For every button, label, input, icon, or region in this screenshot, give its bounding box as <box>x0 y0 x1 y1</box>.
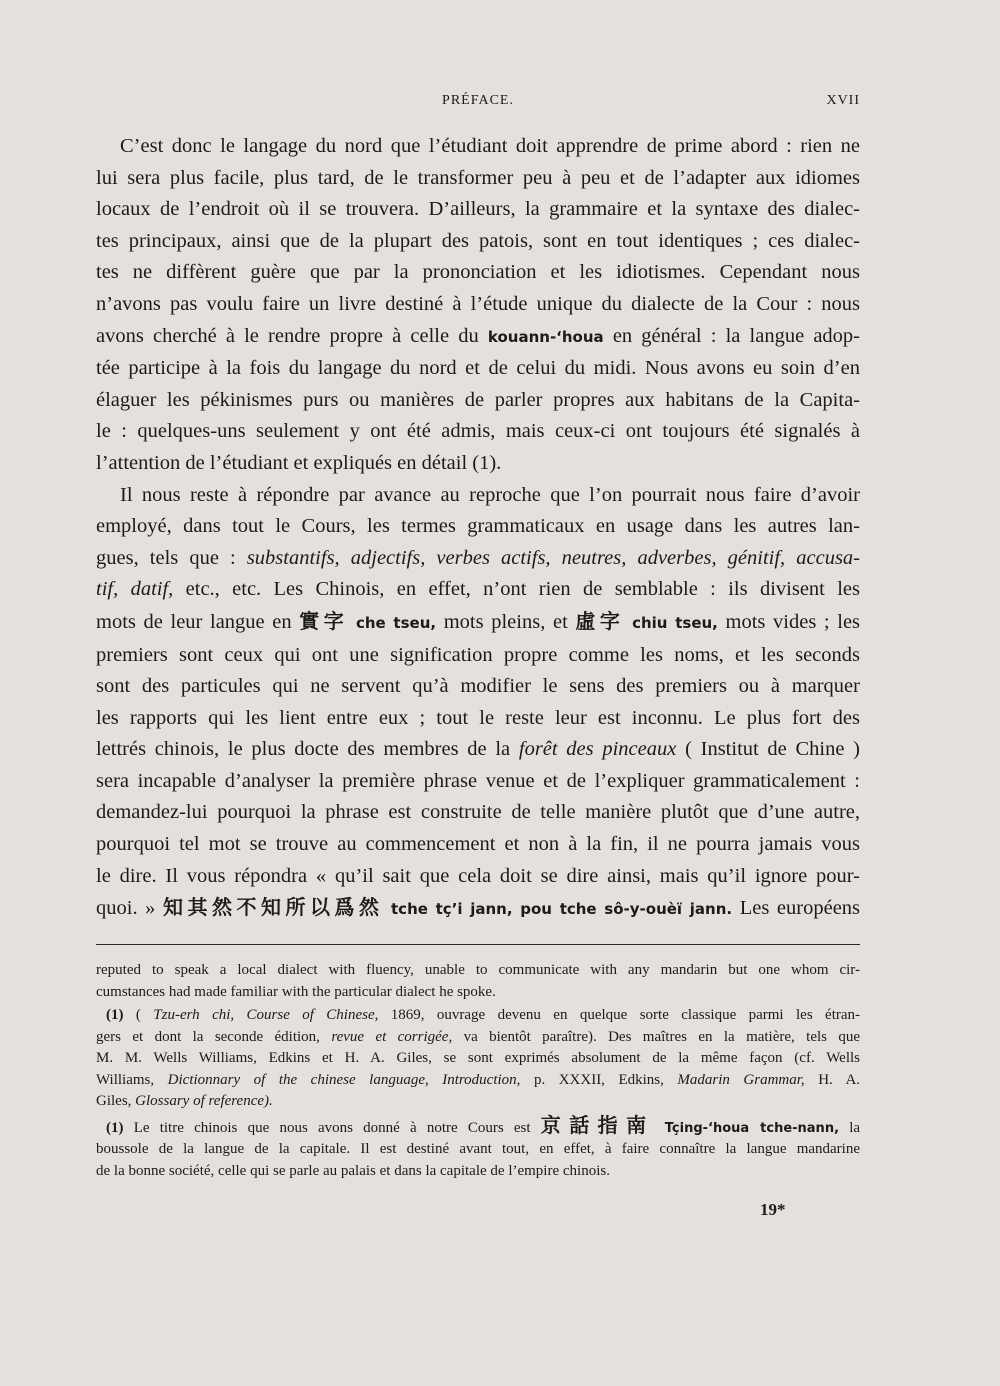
footnote-line: cumstances had made familiar with the particular dialect he spoke. <box>96 983 496 1000</box>
text-line: le dire. Il vous répondra « qu’il sait que cela doit se dire ainsi, mais qu’il ignore pour- <box>96 864 860 887</box>
footnote-line <box>96 1112 861 1140</box>
text-line: tes principaux, ainsi que de la plupart des patois, sont en tout identiques ; ces dialec- <box>96 229 860 252</box>
footnote-line: M. M. Wells Williams, Edkins et H. A. Giles, se sont exprimés absolument de la même façon (cf. Wells <box>96 1050 860 1066</box>
text-fragment: Les européens <box>739 897 861 920</box>
text-fragment: mots pleins, et <box>443 610 568 633</box>
text-line: pourquoi tel mot se trouve au commencement et non à la fin, il ne pourra jamais vous <box>96 833 860 856</box>
page-number: XVII <box>826 93 860 108</box>
running-title: PRÉFACE. <box>442 93 514 108</box>
text-line: tes ne diffèrent guère que par la prononciation et les idiotismes. Cependant nous <box>96 261 860 284</box>
footnote-line: boussole de la langue de la capitale. Il est destiné avant tout, en effet, à faire connaître la langue mandarine <box>96 1141 860 1157</box>
chinese-characters: 實字 <box>299 608 349 633</box>
text-line: demandez-lui pourquoi la phrase est construite de telle manière plutôt que d’une autre, <box>96 801 860 824</box>
romanization: tche tç’i jann, pou tche sô-y-ouèï jann. <box>391 900 733 919</box>
text-fragment: etc., etc. Les Chinois, en effet, n’ont rien de semblable : ils divisent les <box>185 578 860 601</box>
footnote-line: de la bonne société, celle qui se parle au palais et dans la capitale de l’empire chinois. <box>96 1162 610 1179</box>
text-line <box>96 606 860 640</box>
text-line <box>96 321 860 354</box>
text-line <box>96 574 860 606</box>
text-line: tée participe à la fois du langage du nord et de celui du midi. Nous avons eu soin d’en <box>96 357 860 380</box>
text-line: sont des particules qui ne servent qu’à modifier le sens des premiers ou à marquer <box>96 675 860 698</box>
text-line <box>96 892 860 926</box>
text-line <box>96 543 860 575</box>
paragraph-2 <box>96 480 860 926</box>
text-line: locaux de l’endroit où il se trouvera. D’ailleurs, la grammaire et la syntaxe des dialec- <box>96 198 860 221</box>
text-fragment: Williams, <box>96 1071 155 1088</box>
text-line: n’avons pas voulu faire un livre destiné à l’étude unique du dialecte de la Cour : nous <box>96 292 860 315</box>
romanization: kouann-‘houa <box>487 327 604 346</box>
text-line: lui sera plus facile, plus tard, de le transformer peu à peu et de l’adapter aux idiomes <box>96 166 860 189</box>
italic-term: substantifs, adjectifs, verbes actifs, neutres, adverbes, génitif, accusa- <box>246 546 861 569</box>
text-fragment: 1869, ouvrage devenu en quelque sorte classique parmi les étran- <box>390 1007 861 1023</box>
text-fragment: H. A. <box>818 1071 861 1088</box>
text-line: employé, dans tout le Cours, les termes grammaticaux en usage dans les autres lan- <box>96 515 860 538</box>
chinese-characters: 京話指南 <box>540 1112 655 1137</box>
italic-term: forêt des pinceaux <box>518 738 677 761</box>
footnote-line <box>96 1091 860 1113</box>
text-fragment: mots vides ; les <box>725 610 861 633</box>
text-line: le : quelques-uns seulement y ont été admis, mais ceux-ci ont toujours été signalés à <box>96 420 860 443</box>
italic-term: tif, datif, <box>96 578 174 601</box>
text-fragment: gues, tels que : <box>96 546 236 569</box>
italic-term: revue et corrigée, <box>331 1028 453 1045</box>
romanization: che tseu, <box>355 613 437 632</box>
footnote-line <box>96 1005 860 1027</box>
romanization: Tçing-‘houa tche-nann, <box>664 1120 840 1136</box>
footnote-continuation <box>96 960 860 1003</box>
paragraph-1 <box>96 131 860 480</box>
italic-term: Glossary of reference). <box>135 1093 273 1109</box>
footnotes <box>96 960 860 1184</box>
italic-term: Tzu-erh chi, Course of Chinese, <box>153 1007 379 1023</box>
footnote-number: (1) <box>106 1119 124 1136</box>
text-fragment: Giles, <box>96 1093 132 1109</box>
romanization: chiu tseu, <box>632 613 718 632</box>
text-line: premiers sont ceux qui ont une signification propre comme les noms, et les seconds <box>96 643 860 666</box>
text-line: C’est donc le langage du nord que l’étudiant doit apprendre de prime abord : rien ne <box>120 135 860 157</box>
main-text <box>96 131 860 926</box>
text-fragment: Le titre chinois que nous avons donné à notre Cours est <box>133 1119 531 1136</box>
footnote-rule <box>96 944 860 945</box>
text-line: Il nous reste à répondre par avance au reproche que l’on pourrait nous faire d’avoir <box>120 483 860 506</box>
footnote-1 <box>96 1005 860 1113</box>
footnote-2 <box>96 1112 861 1183</box>
footnote-line <box>96 1027 860 1049</box>
text-fragment: gers et dont la seconde édition, <box>96 1028 320 1045</box>
text-fragment: la <box>849 1119 861 1136</box>
text-line: l’attention de l’étudiant et expliqués en détail (1). <box>96 451 502 474</box>
text-fragment: lettrés chinois, le plus docte des membres de la <box>96 738 511 761</box>
chinese-characters: 知其然不知所以爲然 <box>163 895 384 920</box>
footnote-number: (1) <box>106 1007 124 1023</box>
footnote-line: reputed to speak a local dialect with fluency, unable to communicate with any mandarin but one whom cir- <box>96 962 860 978</box>
italic-term: Madarin Grammar, <box>677 1071 805 1088</box>
text-fragment: va bientôt paraître). Des maîtres en la matière, tels que <box>463 1028 861 1045</box>
text-line: sera incapable d’analyser la première phrase venue et de l’expliquer grammaticalement : <box>96 769 860 792</box>
text-fragment: mots de leur langue en <box>96 610 292 633</box>
text-fragment: ( <box>135 1007 141 1023</box>
text-fragment: p. XXXII, Edkins, <box>533 1071 664 1088</box>
text-line <box>96 734 860 766</box>
text-line: élaguer les pékinismes purs ou manières de parler propres aux habitans de la Capita- <box>96 388 860 411</box>
footnote-line <box>96 1070 860 1092</box>
text-fragment: ( Institut de Chine ) <box>685 738 861 761</box>
text-fragment: avons cherché à le rendre propre à celle du <box>96 324 479 347</box>
italic-term: Dictionnary of the chinese language, Introduction, <box>167 1071 521 1088</box>
text-fragment: en général : la langue adop- <box>612 324 861 347</box>
text-line: les rapports qui les lient entre eux ; tout le reste leur est inconnu. Le plus fort des <box>96 706 860 729</box>
chinese-characters: 虛字 <box>575 608 625 633</box>
signature-mark: 19* <box>760 1200 786 1219</box>
running-head <box>96 93 860 113</box>
text-fragment: quoi. » <box>96 897 156 920</box>
